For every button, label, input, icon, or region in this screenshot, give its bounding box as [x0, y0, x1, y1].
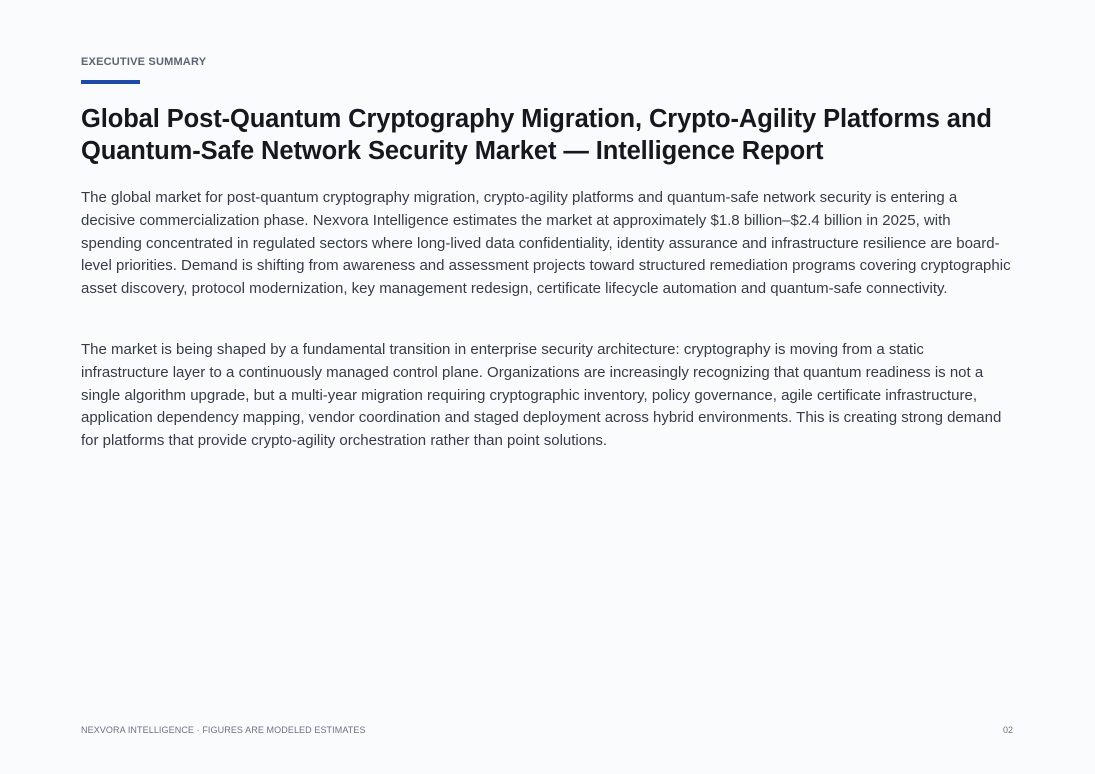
summary-paragraph-2: The market is being shaped by a fundamental transition in enterprise security architecture: cryptography is moving from a static infrastructure layer to a continuously managed control plane. Organizations are increasingly recognizing that quantum readiness is not a single algorithm upgrade, but a multi-year migration requiring cryptographic inventory, policy governance, agile certificate infrastructure, application dependency mapping, vendor coordination and staged deployment across hybrid environments. This is creating strong demand for platforms that provide crypto-agility orchestration rather than point solutions.	[81, 341, 1002, 450]
footer-source-note: NEXVORA INTELLIGENCE · FIGURES ARE MODELED ESTIMATES	[81, 725, 366, 735]
section-label: EXECUTIVE SUMMARY	[81, 56, 207, 68]
page-number: 02	[1002, 725, 1013, 735]
page-title: Global Post-Quantum Cryptography Migration, Crypto-Agility Platforms and Quantum-Safe Network Security Market — Intelligence Report	[81, 105, 992, 165]
summary-paragraph-1: The global market for post-quantum cryptography migration, crypto-agility platforms and quantum-safe network security is entering a decisive commercialization phase. Nexvora Intelligence estimates the market at approximately $1.8 billion–$2.4 billion in 2025, with spending concentrated in regulated sectors where long-lived data confidentiality, identity assurance and infrastructure resilience are board-level priorities. Demand is shifting from awareness and assessment projects toward structured remediation programs covering cryptographic asset discovery, protocol modernization, key management redesign, certificate lifecycle automation and quantum-safe connectivity.	[81, 189, 1011, 298]
section-accent-bar	[81, 80, 140, 84]
report-page	[81, 0, 1011, 774]
